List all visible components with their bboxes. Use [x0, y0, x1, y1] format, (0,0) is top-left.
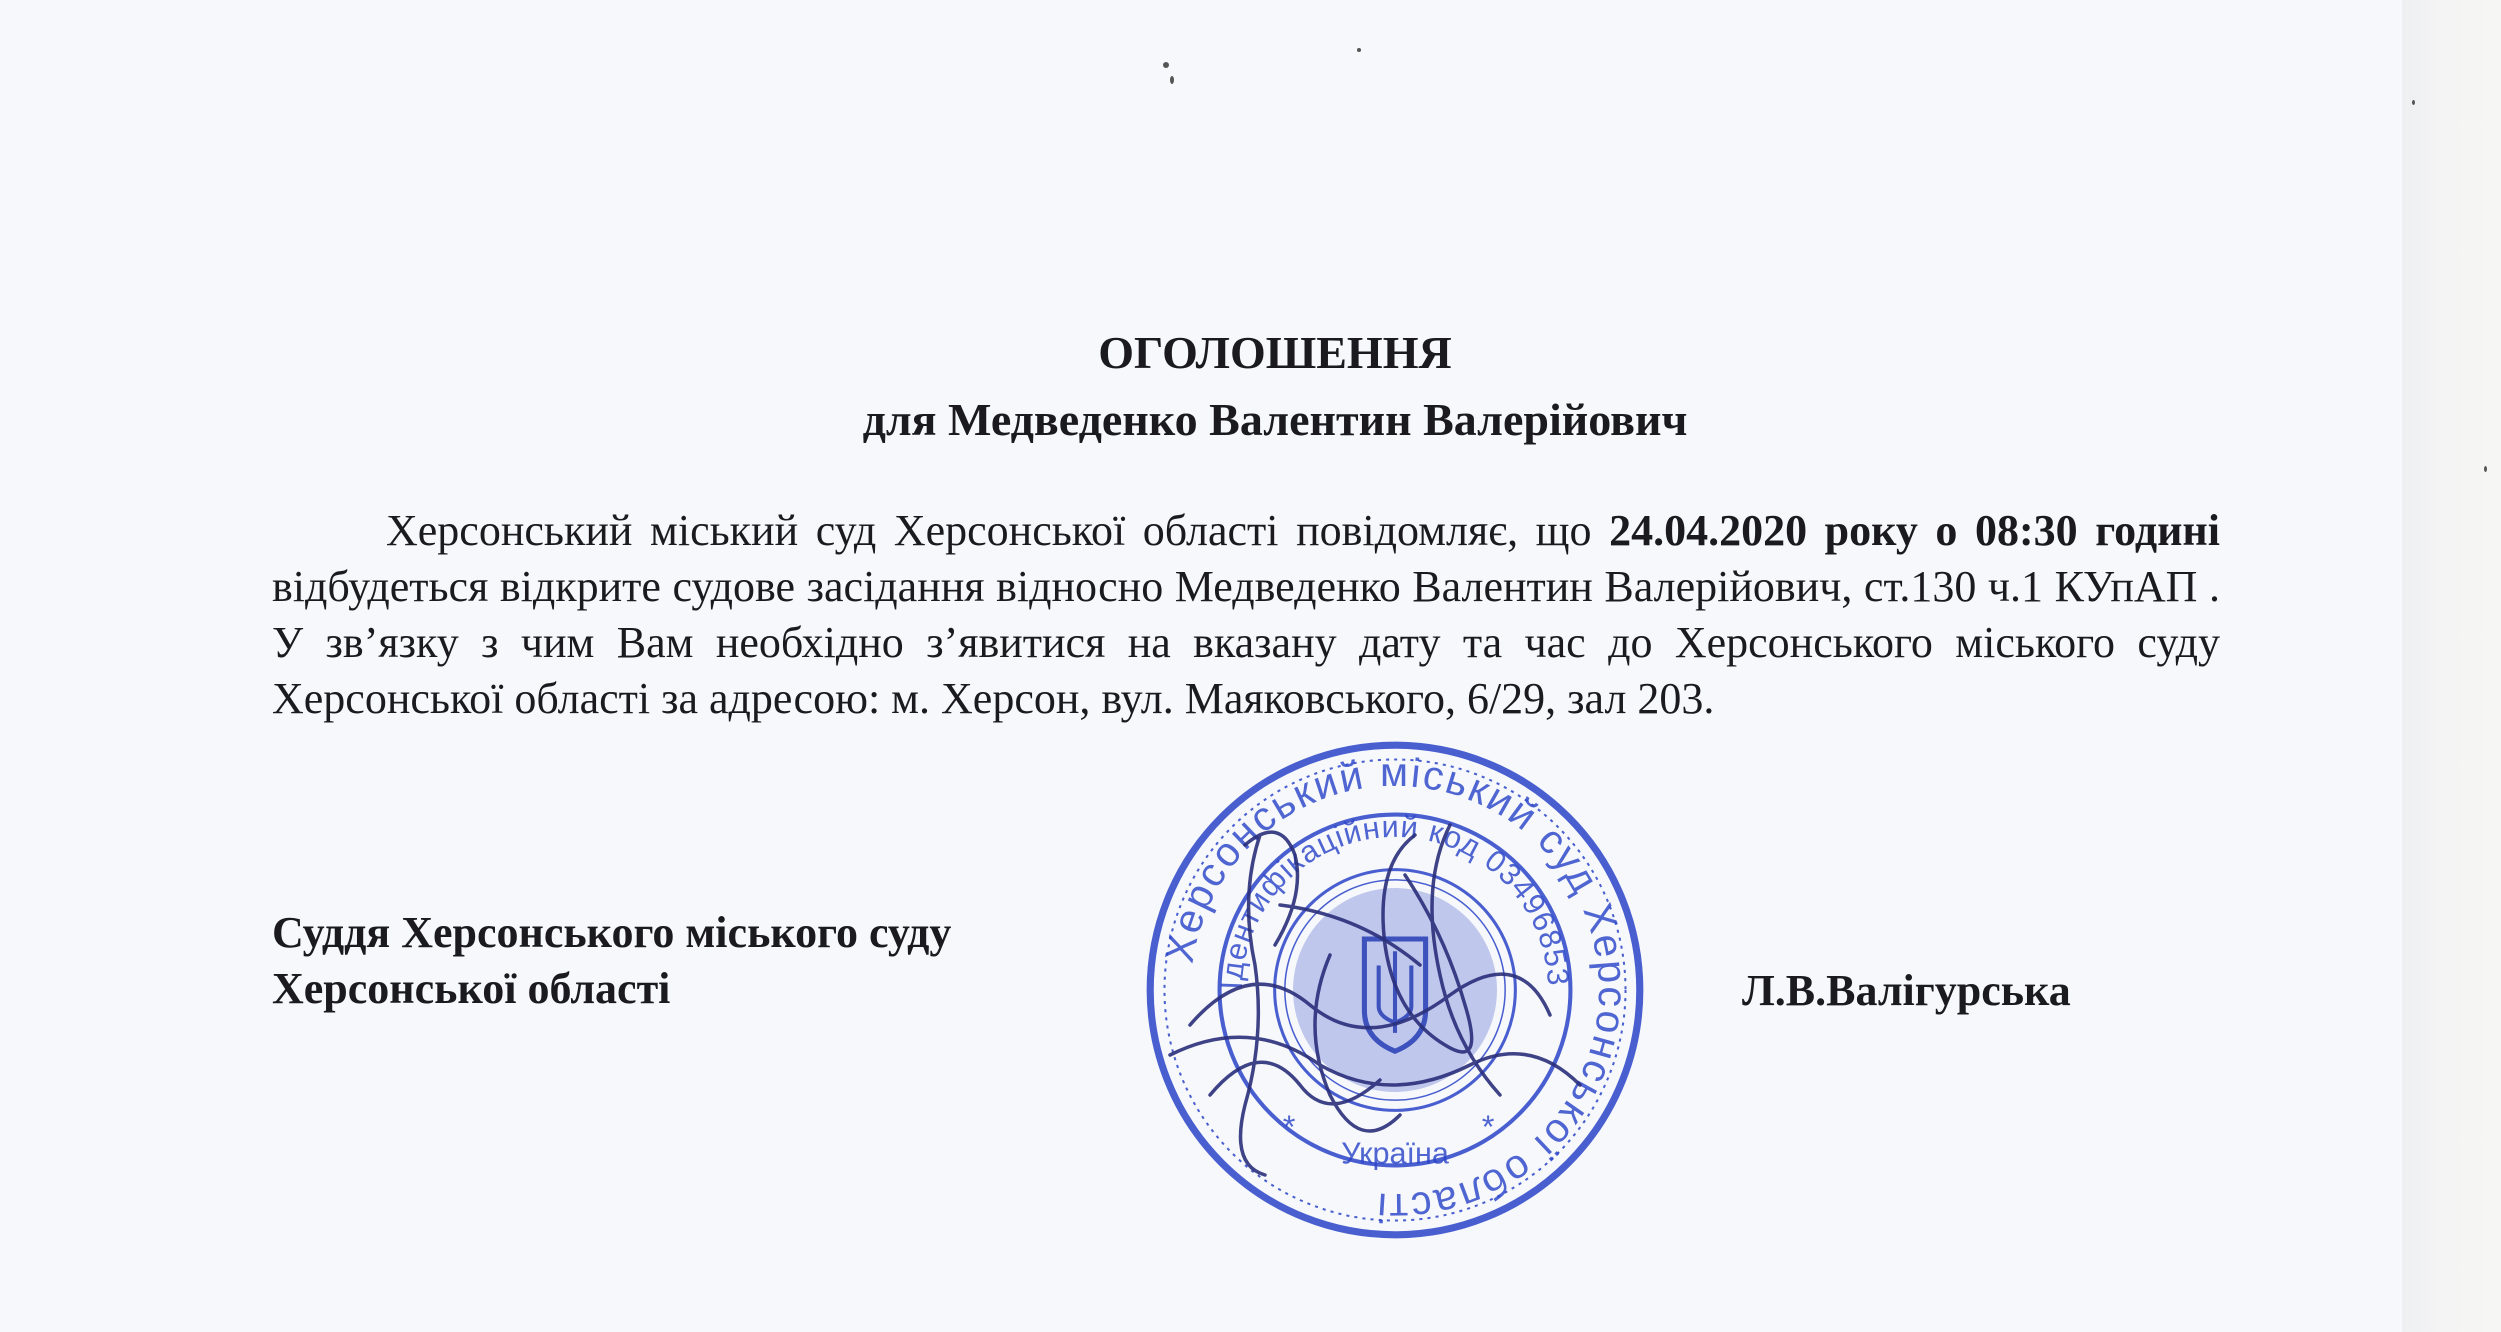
judge-name: Л.В.Валігурська	[1742, 966, 2071, 1015]
hearing-date-time: 24.04.2020 року о 08:30 годині	[1609, 506, 2220, 555]
scan-margin	[2402, 0, 2501, 1332]
scan-speck	[1357, 48, 1361, 52]
scan-speck	[1170, 76, 1174, 84]
stamp-star-icon: *	[1481, 1107, 1495, 1145]
scan-speck	[1163, 62, 1169, 68]
judge-position	[272, 905, 951, 1017]
judge-position-line1: Суддя Херсонського міського суду	[272, 908, 952, 957]
stamp-star-icon: *	[1282, 1107, 1296, 1145]
scan-speck	[2484, 466, 2487, 472]
addressee-line: для Медведенко Валентин Валерійович	[862, 394, 1688, 445]
scan-speck	[2412, 100, 2415, 105]
notice-body-part1: Херсонський міський суд Херсонської області повідомляє, що	[386, 506, 1610, 555]
judge-signature	[1150, 795, 1590, 1225]
notice-body	[272, 503, 2220, 727]
notice-body-part2: відбудеться відкрите судове засідання відносно Медведенко Валентин Валерійович, ст.130 ч.1 КУпАП . У зв’язку з чим Вам необхідно з’явитися на вказану дату та час до Херсонського міського суду Херсонської області за адресою: м. Херсон, вул. Маяковського, 6/29, зал 203.	[272, 562, 2220, 723]
stamp-inner-text: Ідентифікаційний код 03496853	[1214, 809, 1576, 991]
judge-position-line2: Херсонської області	[272, 964, 671, 1013]
document-title: ОГОЛОШЕННЯ	[1098, 327, 1452, 378]
stamp-outer-text: Херсонський міський суд Херсонської області	[1155, 748, 1637, 1232]
stamp-country: Україна	[1341, 1136, 1449, 1171]
